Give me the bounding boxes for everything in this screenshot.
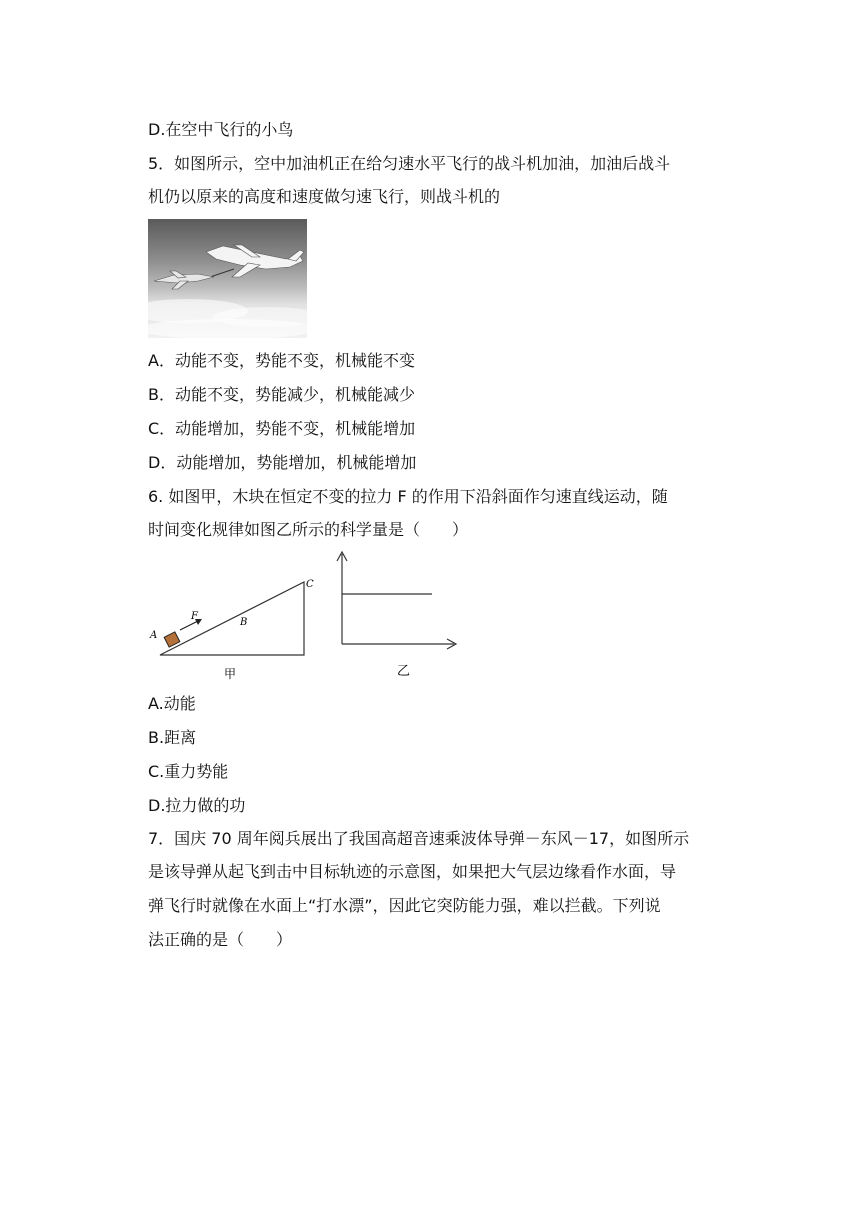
question-7-stem-line-4: 法正确的是（ ） — [148, 930, 293, 949]
question-6-stem-line-1: 6. 如图甲，木块在恒定不变的拉力 F 的作用下沿斜面作匀速直线运动，随 — [148, 487, 668, 506]
refueling-photo — [148, 219, 307, 338]
question-7-stem-line-2: 是该导弹从起飞到击中目标轨迹的示意图，如果把大气层边缘看作水面，导 — [148, 862, 677, 881]
tanker-plane-icon — [206, 245, 304, 277]
question-6-option-a: A.动能 — [148, 694, 196, 713]
question-7-stem-line-3: 弹飞行时就像在水面上“打水漂”，因此它突防能力强，难以拦截。下列说 — [148, 896, 661, 915]
question-5-option-a: A．动能不变，势能不变，机械能不变 — [148, 351, 415, 370]
wooden-block — [164, 632, 180, 647]
question-6-option-d: D.拉力做的功 — [148, 796, 246, 815]
question-5-option-c: C．动能增加，势能不变，机械能增加 — [148, 419, 416, 438]
question-7-stem-line-1: 7．国庆 70 周年阅兵展出了我国高超音速乘波体导弹－东风－17，如图所示 — [148, 829, 690, 848]
question-5-option-b: B．动能不变，势能减少，机械能减少 — [148, 385, 415, 404]
point-c-label: C — [306, 579, 314, 590]
question-5-stem-line-1: 5．如图所示，空中加油机正在给匀速水平飞行的战斗机加油，加油后战斗 — [148, 154, 671, 173]
point-b-label: B — [240, 617, 248, 628]
incline-caption: 甲 — [224, 667, 237, 681]
question-6-stem-line-2: 时间变化规律如图乙所示的科学量是（ ） — [148, 520, 469, 539]
question-6-option-c: C.重力势能 — [148, 762, 229, 781]
incline-triangle — [160, 582, 304, 655]
refueling-aircraft-image — [148, 219, 307, 338]
incline-diagram — [144, 572, 324, 682]
force-label: F — [191, 611, 198, 622]
fighter-jet-icon — [154, 271, 214, 289]
time-graph — [330, 548, 460, 680]
question-6-option-b: B.距离 — [148, 728, 197, 747]
question-5-option-d: D．动能增加，势能增加，机械能增加 — [148, 453, 417, 472]
question-4-option-d: D.在空中飞行的小鸟 — [148, 120, 294, 139]
question-5-stem-line-2: 机仍以原来的高度和速度做匀速飞行，则战斗机的 — [148, 187, 501, 206]
point-a-label: A — [150, 630, 158, 641]
graph-caption: 乙 — [397, 664, 411, 679]
